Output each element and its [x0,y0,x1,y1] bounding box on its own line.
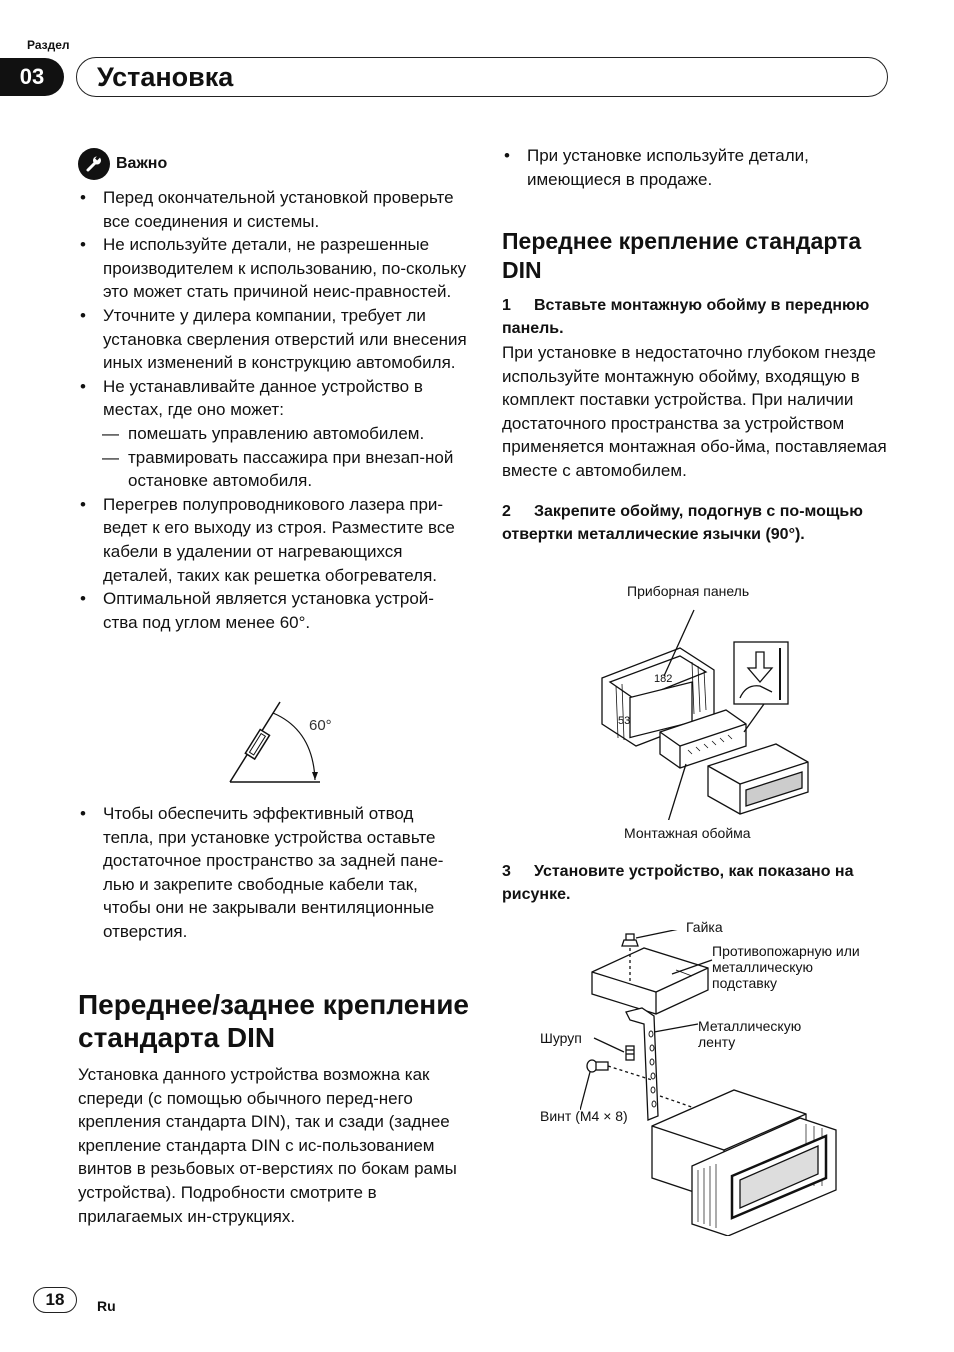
sub-list-item: — помешать управлению автомобилем. [78,422,468,446]
step-text: Закрепите обойму, подогнув с по-мощью отвертки металлические язычки (90°). [502,503,863,543]
step-number: 1 [502,297,511,314]
step-1-paragraph: При установке в недостаточно глубоком гнезде используйте монтажную обойму, входящую в комплект поставки устройства. При наличии достаточного пространства за устройством применяется монтажная обо-йма, поставляемая вместе с автомобилем. [502,343,887,480]
right-bullet [502,144,902,191]
section-number-badge: 03 [0,58,64,96]
step-3 [502,860,902,906]
list-item: • Оптимальной является установка устрой-ства под углом менее 60°. [78,587,468,634]
list-item: • При установке используйте детали, имеющиеся в продаже. [502,144,902,191]
step-number: 2 [502,503,511,520]
din-paragraph: Установка данного устройства возможна как спереди (с помощью обычного перед-него крепления стандарта DIN), так и сзади (заднее крепление стандарта DIN с ис-пользованием винтов в резьбовых от-верстиях по бокам рамы устройства). Подробности смотрите в прилагаемых ин-струкциях. [78,1065,457,1226]
list-item: • Не устанавливайте данное устройство в местах, где оно может: [78,375,468,422]
language-code: Ru [97,1298,116,1314]
list-item: • Не используйте детали, не разрешенные производителем к использованию, по-скольку это может стать причиной неис-правностей. [78,233,468,304]
important-heading [78,148,167,180]
installation-figure [580,930,842,1236]
list-item: • Перегрев полупроводникового лазера при-ведет к его выходу из строя. Разместите все кабели в удалении от нагревающихся деталей, таких как решетка обогревателя. [78,493,468,587]
figure2-label-nut: Гайка [686,919,723,935]
list-item: • Чтобы обеспечить эффективный отвод тепла, при установке устройства оставьте достаточное пространство за задней пане-лью и закрепите свободные кабели так, чтобы они не закрывали вентиляционные отверстия. [78,802,468,944]
step-text: Вставьте монтажную обойму в переднюю панель. [502,297,870,337]
sub-list-item: — травмировать пассажира при внезап-ной остановке автомобиля. [78,446,468,493]
step-1 [502,294,902,340]
subsection-heading-front-din: Переднее крепление стандарта DIN [502,228,862,283]
important-list [78,186,468,634]
figure1-label-dashboard: Приборная панель [627,583,750,599]
mounting-sleeve-figure [596,600,826,820]
figure1-label-sleeve: Монтажная обойма [624,825,751,841]
page-title [76,57,888,97]
figure2-label-bolt: Винт (M4 × 8) [540,1108,628,1124]
section-label: Раздел [27,38,70,52]
list-item: • Уточните у дилера компании, требует ли установка сверления отверстий или внесения иных изменений в конструкцию автомобиля. [78,304,468,375]
page-title-text: Установка [97,61,234,92]
page-number: 18 [33,1287,77,1313]
dimension-53: 53 [618,715,631,727]
figure2-label-strap: Металлическую ленту [698,1018,802,1050]
figure2-label-stand: Противопожарную или металлическую подставку [712,943,860,991]
list-item: • Перед окончательной установкой проверьте все соединения и системы. [78,186,468,233]
step-2 [502,500,902,546]
step-number: 3 [502,863,511,880]
angle-figure [225,700,355,790]
section-heading-din: Переднее/заднее крепление стандарта DIN [78,989,470,1053]
ventilation-note [78,802,468,944]
important-label: Важно [116,155,168,172]
figure2-label-screw: Шуруп [540,1030,582,1046]
wrench-icon [78,148,110,180]
dimension-182: 182 [654,673,673,685]
step-text: Установите устройство, как показано на рисунке. [502,863,854,903]
angle-label: 60° [309,717,332,734]
